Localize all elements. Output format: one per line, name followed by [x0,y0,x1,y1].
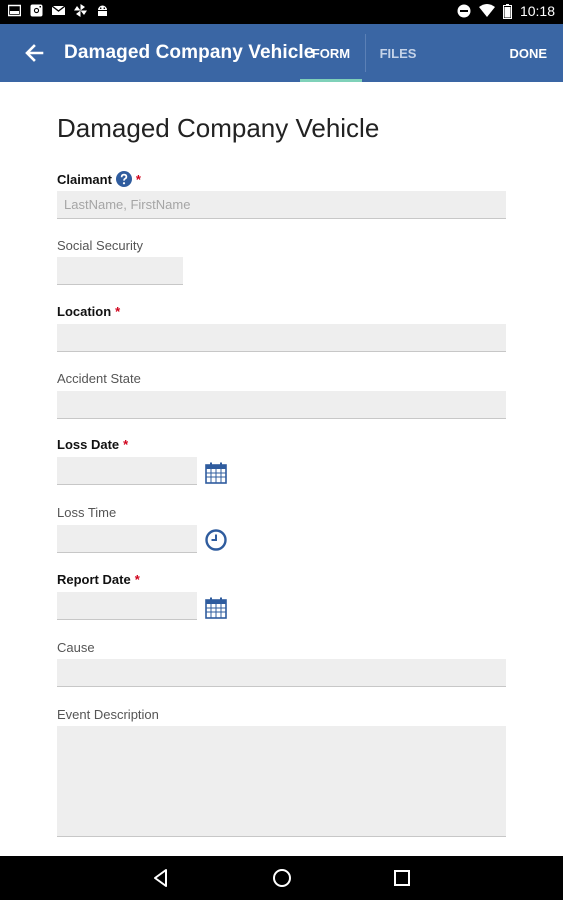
form-title: Damaged Company Vehicle [57,113,380,143]
loss-date-label-text: Loss Date [57,437,120,452]
cause-input[interactable] [57,659,506,687]
loss-time-label: Loss Time [57,505,117,520]
back-arrow-icon[interactable] [22,40,48,66]
tab-indicator [300,79,362,82]
claimant-input[interactable] [57,191,506,219]
event-description-textarea[interactable] [57,726,506,837]
calendar-icon[interactable] [205,597,227,619]
report-date-label-text: Report Date [57,572,131,587]
cause-label: Cause [57,640,95,655]
loss-date-label [57,437,128,452]
accident-state-input[interactable] [57,391,506,419]
event-description-label: Event Description [57,707,159,722]
required-marker: * [134,572,140,587]
app-bar [0,24,563,82]
tab-form-label: FORM [311,45,351,61]
pinwheel-icon [74,4,87,17]
claimant-label-text: Claimant [57,172,112,187]
android-icon [96,4,109,17]
app-title: Damaged Company Vehicle [64,42,315,63]
required-marker: * [115,304,121,319]
accident-state-label: Accident State [57,371,141,386]
loss-date-input[interactable] [57,457,197,485]
done-button[interactable]: DONE [509,45,547,61]
battery-icon [503,4,512,19]
tab-files[interactable] [368,24,428,82]
loss-time-input[interactable] [57,525,197,553]
tab-divider [365,34,366,72]
tab-files-label: FILES [379,45,417,61]
report-date-label [57,572,140,587]
do-not-disturb-icon [457,4,471,18]
recents-square-icon[interactable] [391,867,413,889]
clock-icon[interactable] [205,529,227,551]
calendar-icon[interactable] [205,462,227,484]
wifi-icon [479,4,495,18]
location-input[interactable] [57,324,506,352]
required-marker: * [123,437,129,452]
social-security-input[interactable] [57,257,183,285]
social-security-label: Social Security [57,238,143,253]
location-label [57,304,120,319]
report-date-input[interactable] [57,592,197,620]
status-time: 10:18 [519,3,555,19]
required-marker: * [135,172,141,187]
back-triangle-icon[interactable] [150,867,172,889]
instagram-icon [30,4,43,17]
navigation-bar [0,856,563,900]
claimant-label [57,171,141,187]
home-circle-icon[interactable] [271,867,293,889]
tab-form[interactable] [300,24,362,82]
location-label-text: Location [57,304,112,319]
status-bar [0,0,563,24]
mail-icon [52,4,65,17]
screenshot-icon [8,4,21,17]
help-icon[interactable] [116,171,132,187]
